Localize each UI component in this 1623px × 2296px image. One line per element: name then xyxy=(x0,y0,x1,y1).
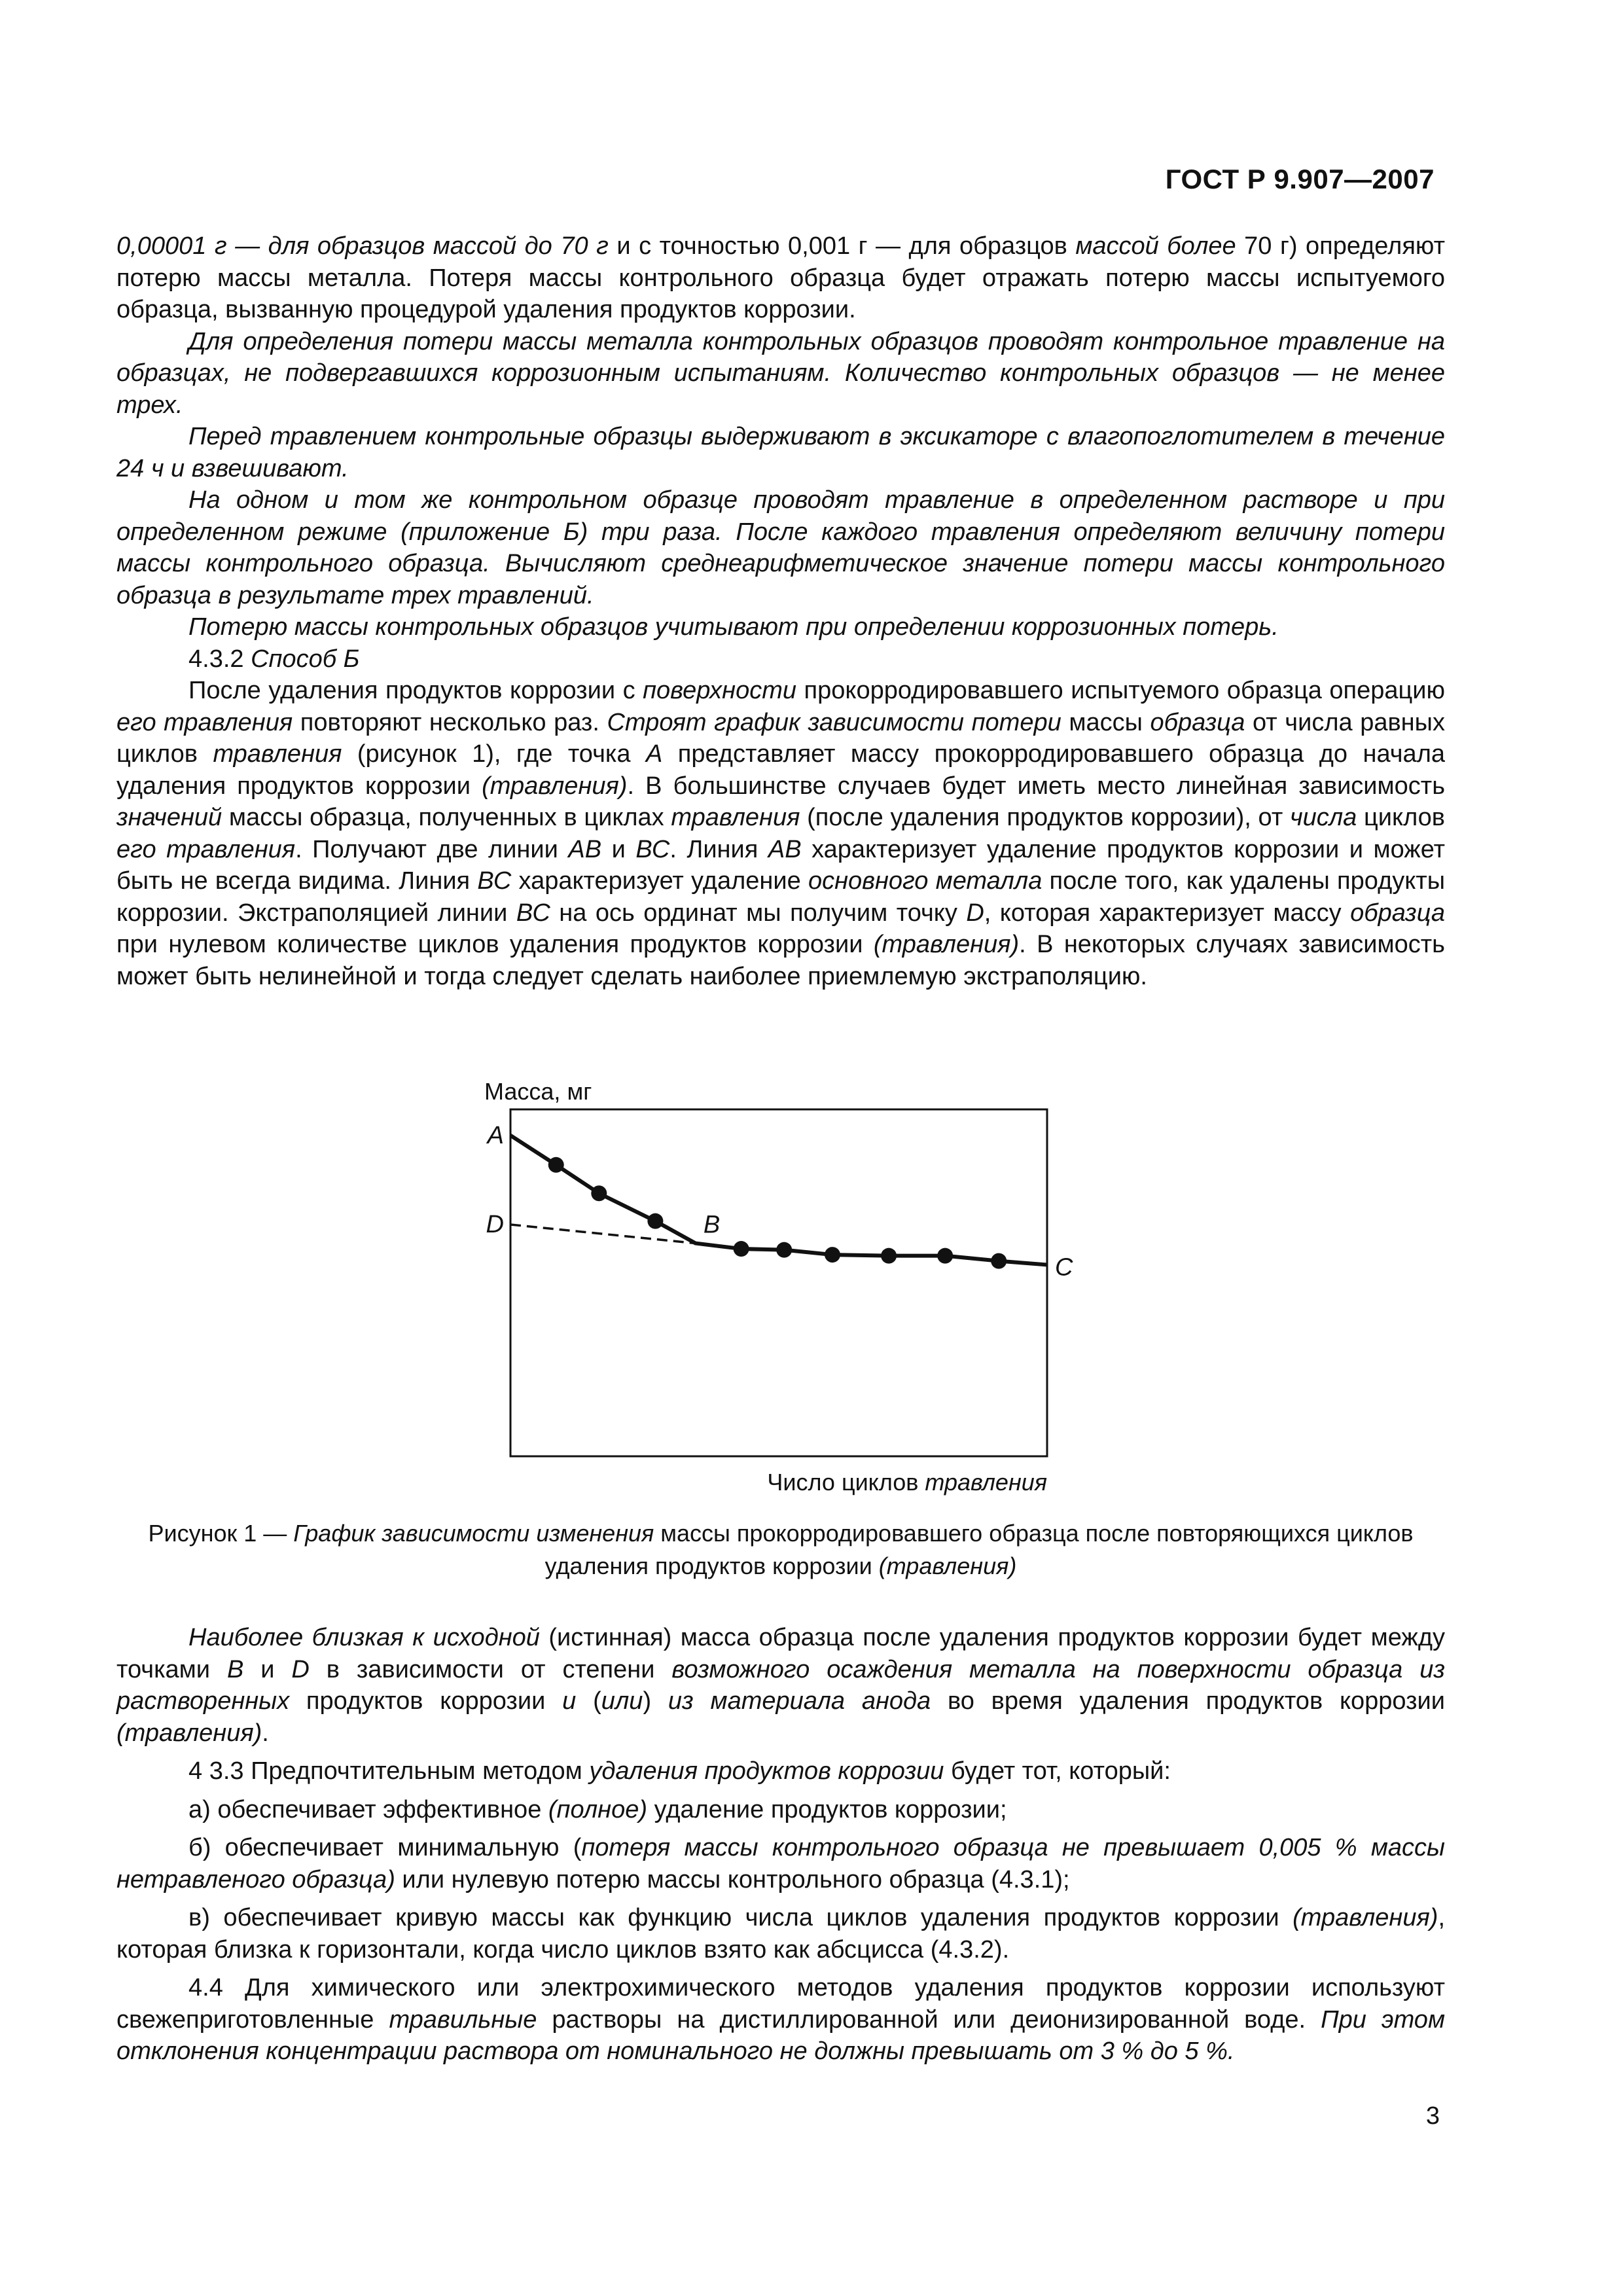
point-label-c: C xyxy=(1055,1253,1073,1282)
text-run: в зависимости от степени xyxy=(309,1655,672,1683)
text-run: 4.4 Для химического или электрохимического методов удаления продуктов коррозии используют свежеприготовленные xyxy=(116,1974,1445,2034)
text-run: числа xyxy=(1289,804,1357,831)
paragraph xyxy=(116,1832,1445,1895)
text-run: образца xyxy=(1150,708,1245,736)
text-run: в) обеспечивает кривую массы как функцию числа циклов удаления продуктов коррозии xyxy=(188,1904,1293,1931)
text-run: 0,00001 г — для образцов массой до 70 г xyxy=(116,232,609,260)
text-run: а) обеспечивает эффективное xyxy=(188,1795,548,1823)
text-run: 70 г) определяют потерю массы металла. Потеря массы контрольного образца будет отражать потерю массы испытуемого образца, вызванную процедурой удаления продуктов коррозии. xyxy=(116,232,1445,323)
paragraph xyxy=(116,1755,1445,1787)
text-run: травления xyxy=(213,740,342,768)
text-run: его травления xyxy=(116,835,296,863)
text-run: поверхности xyxy=(643,677,797,704)
text-run: растворы на дистиллированной или деионизированной воде. xyxy=(537,2005,1321,2034)
x-axis-label-italic: травления xyxy=(925,1469,1047,1496)
page-number: 3 xyxy=(1425,2102,1440,2130)
text-run: продуктов коррозии xyxy=(289,1687,563,1715)
data-point xyxy=(776,1242,792,1258)
point-label-b: B xyxy=(703,1211,721,1239)
text-run: АВ xyxy=(568,835,602,863)
text-run: ) xyxy=(643,1687,668,1715)
text-run: Для определения потери массы металла контрольных образцов проводят контрольное травление на образцах, не подвергавшихся коррозионным испытаниям. Количество контрольных образцов — не менее трех. xyxy=(116,327,1445,419)
text-run: , которая характеризует массу xyxy=(984,899,1351,927)
text-run: . В большинстве случаев будет иметь место линейная зависимость xyxy=(627,772,1445,800)
data-point xyxy=(591,1185,607,1201)
text-run: возможного осаждения металла на поверхности образца из растворенных xyxy=(116,1655,1445,1715)
plot-frame xyxy=(510,1109,1047,1456)
body-text-upper xyxy=(116,230,1445,992)
text-run: (рисунок 1), где точка xyxy=(342,740,646,768)
text-run: потеря массы контрольного образца не превышает 0,005 % массы нетравленого образца) xyxy=(116,1834,1445,1893)
text-run: повторяют несколько раз. xyxy=(293,708,607,736)
text-run: от числа равных циклов xyxy=(116,708,1445,768)
text-run: и xyxy=(562,1687,577,1715)
figure-caption xyxy=(116,1517,1445,1583)
text-run: Наиболее близкая к исходной xyxy=(188,1624,540,1651)
caption-run: График зависимости изменения xyxy=(293,1520,654,1547)
text-run: травильные xyxy=(389,2005,537,2034)
text-run: D xyxy=(291,1655,310,1683)
text-run: ВС xyxy=(635,835,670,863)
text-run: . xyxy=(262,1719,269,1747)
paragraph xyxy=(116,326,1445,422)
text-run: характеризует удаление продуктов коррозии и может быть не всегда видима. Линия xyxy=(116,835,1446,895)
text-run: массы образца, полученных в циклах xyxy=(222,804,671,831)
paragraph xyxy=(116,643,1445,675)
data-point xyxy=(548,1157,564,1173)
text-run: Потерю массы контрольных образцов учитывают при определении коррозионных потерь. xyxy=(188,613,1279,641)
paragraph xyxy=(116,421,1445,484)
paragraph xyxy=(116,1972,1445,2068)
text-run: на ось ординат мы получим точку xyxy=(550,899,967,927)
paragraph xyxy=(116,611,1445,643)
data-point xyxy=(881,1248,897,1264)
text-run: при нулевом количестве циклов удаления продуктов коррозии xyxy=(116,931,874,958)
text-run: массой более xyxy=(1075,232,1236,260)
text-run: АВ xyxy=(768,835,802,863)
x-axis-label-prefix: Число циклов xyxy=(767,1469,925,1496)
text-run: (травления) xyxy=(116,1719,262,1747)
text-run: или xyxy=(601,1687,643,1715)
caption-run: (травления) xyxy=(878,1552,1017,1579)
document-header: ГОСТ Р 9.907—2007 xyxy=(1165,164,1435,194)
paragraph xyxy=(116,1622,1445,1749)
text-run: во время удаления продуктов коррозии xyxy=(931,1687,1445,1715)
text-run: (травления) xyxy=(482,772,628,800)
x-axis-label xyxy=(767,1469,1047,1496)
paragraph xyxy=(116,230,1445,326)
mass-vs-cycles-chart xyxy=(458,1067,1113,1499)
text-run: Перед травлением контрольные образцы выдерживают в эксикаторе с влагопоглотителем в течение 24 ч и взвешивают. xyxy=(116,423,1445,482)
figure-1 xyxy=(458,1067,1113,1499)
text-run: А xyxy=(645,740,663,768)
text-run: представляет массу прокорродировавшего образца до начала удаления продуктов коррозии xyxy=(116,740,1445,800)
text-run: (травления) xyxy=(873,931,1020,958)
paragraph xyxy=(116,484,1445,611)
text-run: 4 3.3 Предпочтительным методом xyxy=(188,1757,590,1785)
caption-run: массы прокорродировавшего образца после повторяющихся циклов удаления продуктов коррозии xyxy=(544,1520,1414,1579)
text-run: циклов xyxy=(1357,804,1445,831)
text-run: 4.3.2 xyxy=(188,645,251,673)
point-label-a: A xyxy=(487,1121,504,1149)
text-run: характеризует удаление xyxy=(511,867,808,895)
text-run: . В некоторых случаях зависимость может быть нелинейной и тогда следует сделать наиболее приемлемую экстраполяцию. xyxy=(116,931,1445,990)
body-text-lower xyxy=(116,1622,1445,2068)
data-point xyxy=(991,1253,1007,1269)
paragraph xyxy=(116,1902,1445,1965)
text-run: При этом отклонения концентрации раствора от номинального не должны превышать от 3 % до 5 %. xyxy=(116,2005,1445,2065)
text-run: прокорродировавшего испытуемого образца операцию xyxy=(796,677,1445,704)
text-run: б) обеспечивает минимальную ( xyxy=(188,1834,582,1861)
text-run: после того, как удалены продукты коррозии. Экстраполяцией линии xyxy=(116,867,1446,927)
paragraph xyxy=(116,1794,1445,1826)
text-run: (после удаления продуктов коррозии), от xyxy=(800,804,1290,831)
caption-run: Рисунок 1 — xyxy=(148,1520,294,1547)
text-run: . Получают две линии xyxy=(295,835,569,863)
text-run: ВС xyxy=(477,867,512,895)
text-run: и xyxy=(243,1655,292,1683)
text-run: его травления xyxy=(116,708,293,736)
text-run: удаление продуктов коррозии; xyxy=(647,1795,1007,1823)
data-point xyxy=(937,1248,953,1264)
point-label-d: D xyxy=(486,1210,504,1238)
text-run: будет тот, который: xyxy=(944,1757,1171,1785)
text-run: и с точностью 0,001 г — для образцов xyxy=(608,232,1076,260)
text-run: , которая близка к горизонтали, когда число циклов взято как абсцисса (4.3.2). xyxy=(116,1904,1445,1964)
text-run: значений xyxy=(116,804,223,831)
text-run: (истинная) масса образца после удаления продуктов коррозии будет между точками xyxy=(116,1624,1445,1683)
text-run: травления xyxy=(671,804,800,831)
text-run: На одном и том же контрольном образце проводят травление в определенном растворе и при определенном режиме (приложение Б) три раза. После каждого травления определяют величину потери массы контрольного образца. Вычисляют среднеарифметическое значение потери массы контрольного образца в результате трех травлений. xyxy=(116,486,1445,609)
y-axis-label: Масса, мг xyxy=(484,1078,592,1105)
text-run: массы xyxy=(1061,708,1150,736)
text-run: (травления) xyxy=(1293,1904,1438,1931)
text-run: В xyxy=(226,1655,244,1683)
text-run: из материала анода xyxy=(668,1687,931,1715)
data-point xyxy=(825,1247,840,1263)
text-run: основного металла xyxy=(808,867,1043,895)
text-run: ВС xyxy=(516,899,550,927)
text-run: (полное) xyxy=(548,1795,648,1823)
text-run: образца xyxy=(1350,899,1446,927)
text-run: и xyxy=(601,835,636,863)
text-run: ( xyxy=(576,1687,601,1715)
text-run: или нулевую потерю массы контрольного образца (4.3.1); xyxy=(395,1865,1070,1893)
text-run: После удаления продуктов коррозии с xyxy=(188,677,643,704)
text-run: Строят график зависимости потери xyxy=(607,708,1061,736)
paragraph xyxy=(116,675,1445,992)
text-run: Способ Б xyxy=(251,645,360,673)
text-run: . Линия xyxy=(669,835,768,863)
text-run: удаления продуктов коррозии xyxy=(589,1757,944,1785)
data-point xyxy=(647,1213,663,1229)
text-run: D xyxy=(966,899,984,927)
data-point xyxy=(734,1241,749,1257)
